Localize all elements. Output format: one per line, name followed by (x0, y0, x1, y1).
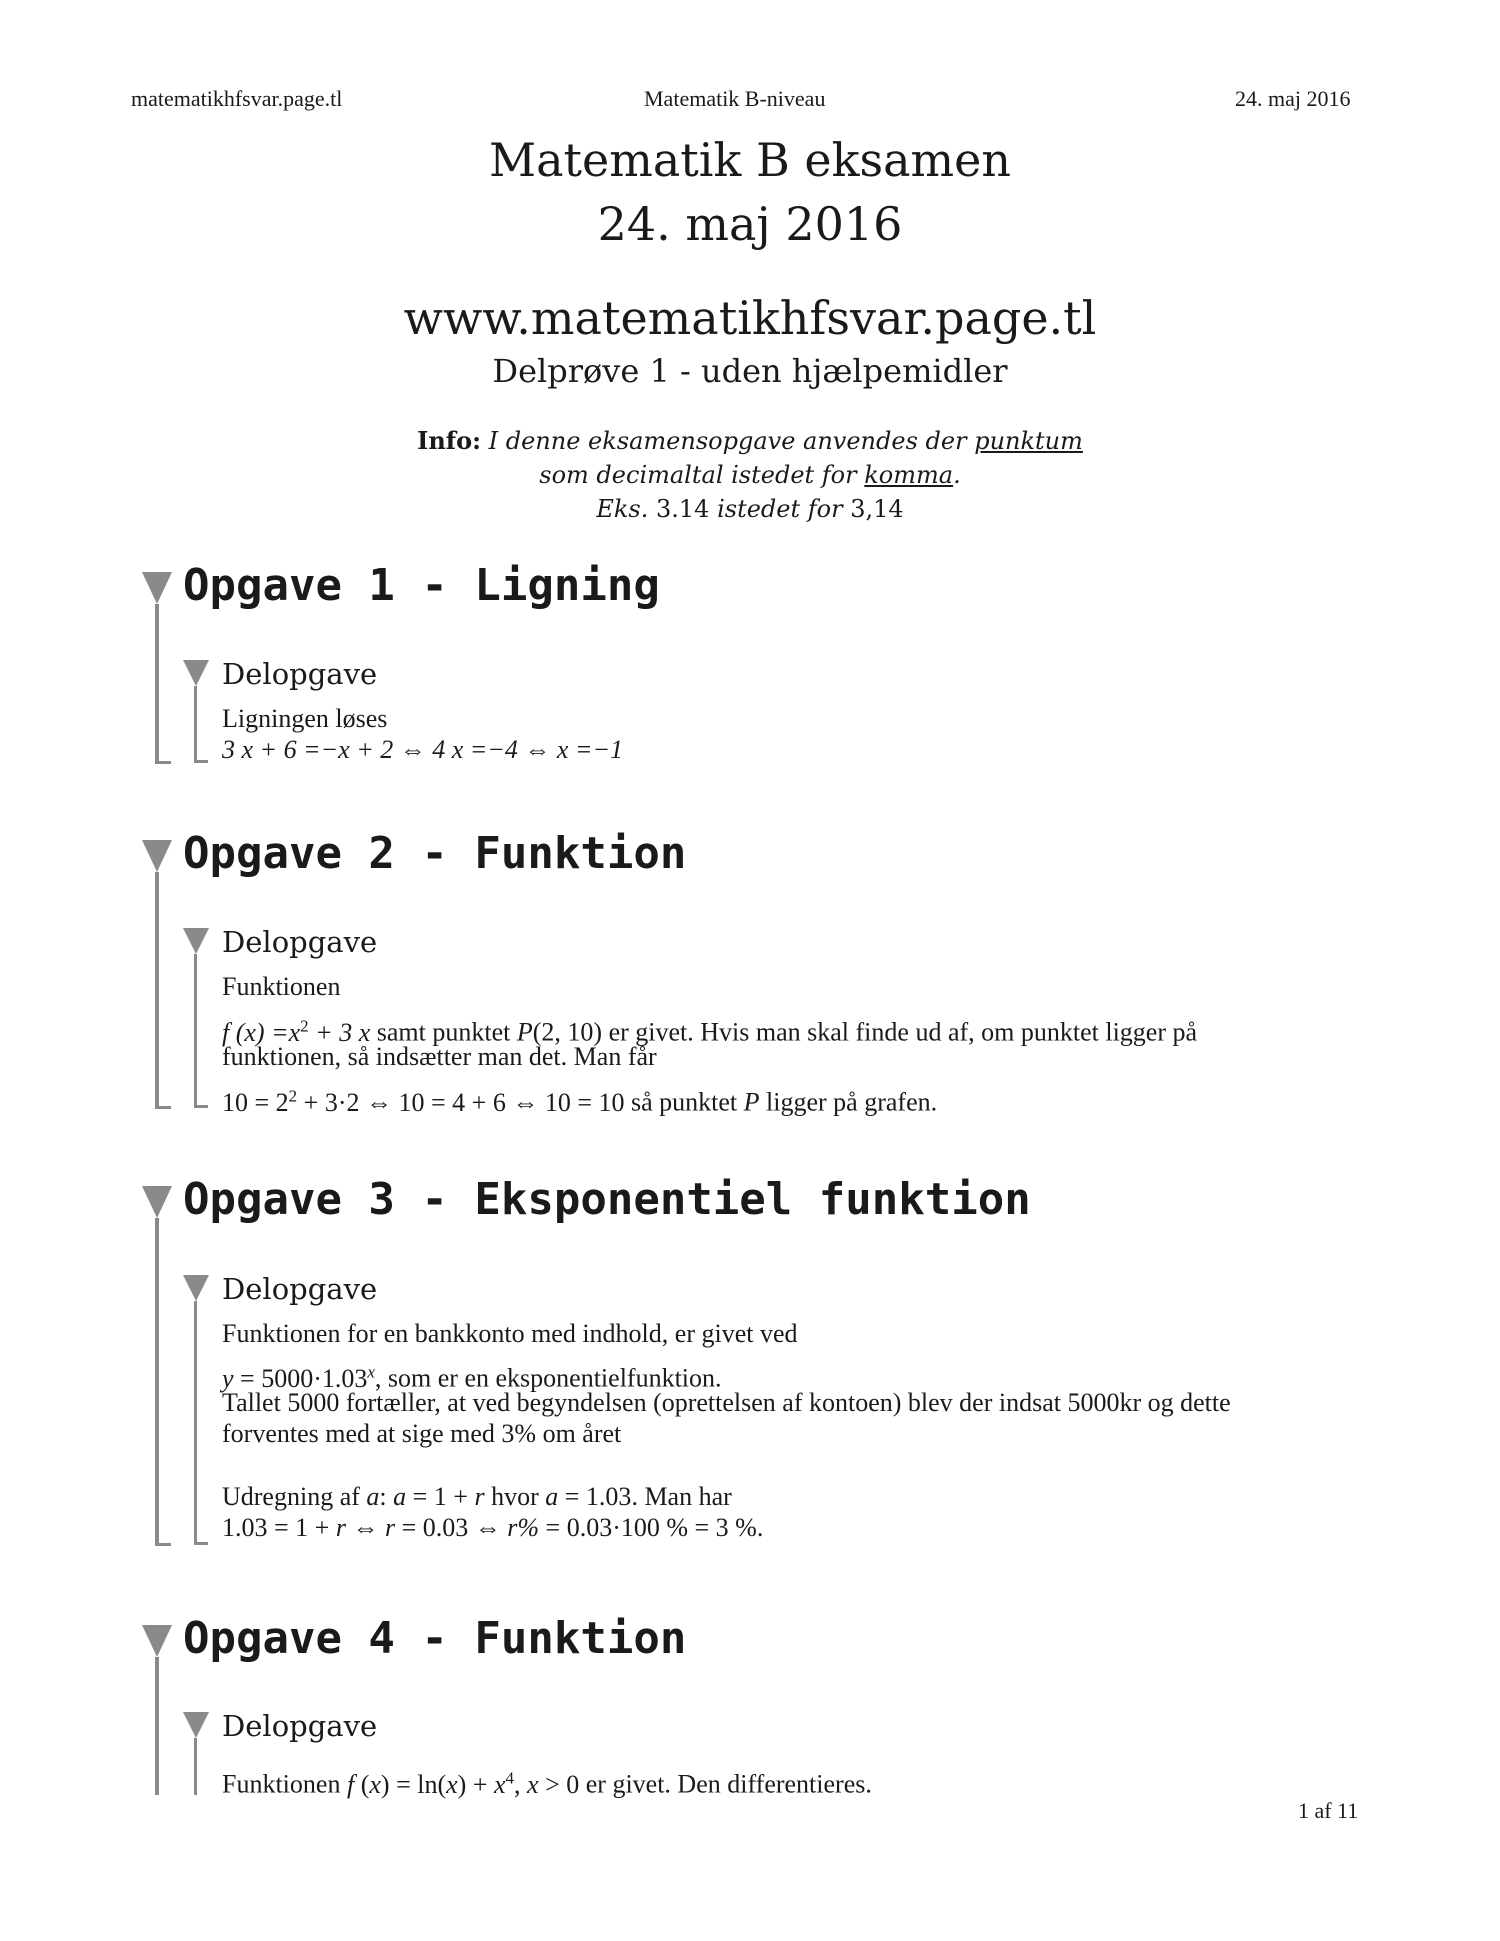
info-period: . (953, 461, 961, 489)
page-number: 1 af 11 (1298, 1798, 1359, 1823)
section-bracket-foot (155, 761, 171, 764)
equation: 1.03 = 1 + r ⇔ r = 0.03 ⇔ r% = 0.03·100 % = 3 %. (222, 1513, 764, 1542)
info-text-1: I denne eksamensopgave anvendes der (488, 427, 967, 455)
text-line: f $(x) =x^2 + 3$ x samt punktet P(2, 10) er givet. Hvis man skal finde ud af, om punktet ligger på (222, 1016, 1198, 1047)
subsection-bracket (194, 1301, 197, 1545)
page-date: 24. maj 2016 (597, 197, 903, 251)
info-mid: istedet for (717, 495, 843, 523)
subsection-heading: Delopgave (222, 1272, 378, 1306)
text-fragment: . Man har (631, 1482, 732, 1511)
subsection-bracket-foot (194, 1542, 208, 1545)
text-line (222, 1762, 872, 1800)
collapse-triangle-icon[interactable] (142, 840, 172, 872)
collapse-triangle-icon[interactable] (183, 1275, 209, 1301)
text-fragment: Funktionen (222, 1769, 341, 1799)
section-heading: Opgave 4 - Funktion (183, 1613, 687, 1664)
collapse-triangle-icon[interactable] (183, 1712, 209, 1738)
subtitle: Delprøve 1 - uden hjælpemidler (492, 352, 1008, 390)
text-fragment: er givet. Den differentieres. (585, 1769, 872, 1799)
text-line (222, 1481, 732, 1512)
info-val2: 3,14 (850, 495, 904, 523)
header-subject: Matematik B-niveau (644, 86, 826, 111)
subsection-bracket-foot (194, 760, 208, 763)
info-line-1 (0, 424, 1500, 458)
text-fragment: er givet. Hvis man skal finde ud af, om punktet ligger på (608, 1017, 1198, 1047)
section-bracket-foot (155, 1543, 171, 1546)
collapse-triangle-icon[interactable] (142, 572, 172, 604)
subsection-bracket (194, 954, 197, 1108)
page-title: Matematik B eksamen (489, 133, 1011, 187)
website: www.matematikhfsvar.page.tl (403, 291, 1097, 345)
section-bracket (155, 1218, 159, 1546)
info-punktum: punktum (974, 427, 1083, 455)
equation: 3 x + 6 =−x + 2 ⇔ 4 x =−4 ⇔ x =−1 (222, 735, 624, 764)
text-line: Funktionen for en bankkonto med indhold, er givet ved (222, 1319, 798, 1348)
equation: a: a = 1 + r (366, 1482, 485, 1511)
section-heading: Opgave 2 - Funktion (183, 828, 687, 879)
info-komma: komma (864, 461, 954, 489)
point-label: P (516, 1017, 533, 1047)
info-line-3 (0, 492, 1500, 526)
section-bracket (155, 604, 159, 764)
equation: a = 1.03 (545, 1482, 632, 1511)
text-fragment: samt punktet (376, 1017, 511, 1047)
subsection-heading: Delopgave (222, 1709, 378, 1743)
section-heading: Opgave 1 - Ligning (183, 560, 660, 611)
section-heading: Opgave 3 - Eksponentiel funktion (183, 1174, 1031, 1225)
subsection-bracket (194, 1738, 197, 1795)
info-val1: 3.14 (656, 495, 710, 523)
equation: f $(x) =x^2 + 3$ x (222, 1016, 371, 1047)
text-fragment: så punktet (630, 1087, 738, 1117)
header-site: matematikhfsvar.page.tl (131, 86, 343, 111)
subsection-heading: Delopgave (222, 925, 378, 959)
text-fragment: , som er en eksponentielfunktion. (374, 1363, 722, 1393)
text-line: forventes med at sige med 3% om året (222, 1419, 622, 1448)
collapse-triangle-icon[interactable] (142, 1625, 172, 1657)
info-line-2 (0, 458, 1500, 492)
point-label: P (743, 1087, 760, 1117)
subsection-heading: Delopgave (222, 657, 378, 691)
info-eks: Eks. (596, 495, 649, 523)
collapse-triangle-icon[interactable] (142, 1186, 172, 1218)
text-line: Tallet 5000 fortæller, at ved begyndelsen (oprettelsen af kontoen) blev der indsat 5000kr og dette (222, 1388, 1231, 1417)
section-bracket (155, 872, 159, 1109)
collapse-triangle-icon[interactable] (183, 928, 209, 954)
section-bracket-foot (155, 1106, 171, 1109)
info-text-2: som decimaltal istedet for (539, 461, 857, 489)
text-line: funktionen, så indsætter man det. Man får (222, 1042, 657, 1071)
section-bracket (155, 1657, 159, 1795)
equation: $y = 5000\cdot 1.03^x$ (222, 1362, 375, 1393)
info-label: Info: (417, 426, 481, 455)
text-fragment: ligger på grafen. (766, 1087, 938, 1117)
equation: f $(x) = \ln(x) + x^4$, x > 0 (346, 1768, 580, 1799)
subsection-bracket (194, 686, 197, 763)
text-line: Funktionen (222, 972, 341, 1001)
subsection-bracket-foot (194, 1105, 208, 1108)
text-line (222, 1080, 937, 1118)
text-fragment: hvor (491, 1482, 539, 1511)
header-date: 24. maj 2016 (1235, 86, 1351, 111)
text-line: Ligningen løses (222, 704, 388, 733)
text-fragment: Udregning af (222, 1482, 360, 1511)
collapse-triangle-icon[interactable] (183, 660, 209, 686)
equation: $10 = 2^2 + 3\cdot 2$ ⇔ 10 = 4 + 6 ⇔ 10 = 10 (222, 1086, 625, 1117)
